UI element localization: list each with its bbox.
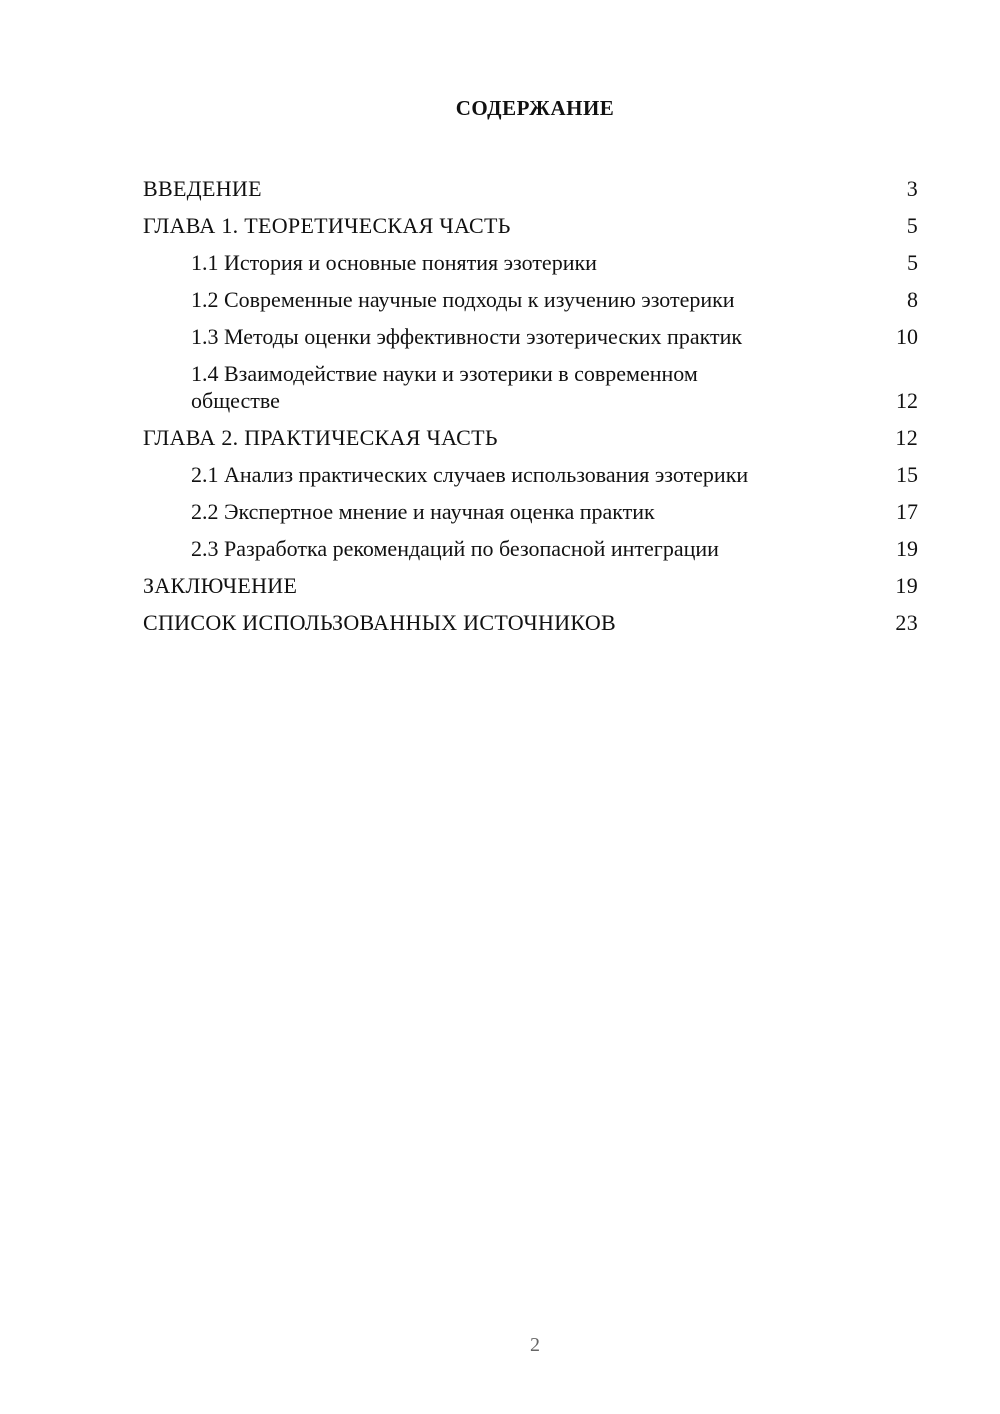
toc-entry-label: 2.1 Анализ практических случаев использования эзотерики <box>191 462 749 487</box>
toc-entry-page: 5 <box>907 250 918 275</box>
toc-entry-label: ЗАКЛЮЧЕНИЕ <box>143 573 298 598</box>
toc-entry-conclusion <box>143 567 918 604</box>
toc-entry-page: 17 <box>896 499 918 524</box>
toc-entry-page: 3 <box>906 176 918 201</box>
toc-entry-page: 8 <box>907 287 918 312</box>
toc-entry-label: 1.2 Современные научные подходы к изучению эзотерики <box>191 287 735 312</box>
toc-entry-label: 2.3 Разработка рекомендаций по безопасной интеграции <box>191 536 719 561</box>
toc-list <box>143 170 918 641</box>
toc-entry-chapter-2 <box>143 419 918 456</box>
toc-entry-label: 2.2 Экспертное мнение и научная оценка практик <box>191 499 655 524</box>
toc-entry-chapter-1 <box>143 207 918 244</box>
toc-entry-page: 5 <box>906 213 918 238</box>
toc-entry-section-2-2 <box>143 493 918 530</box>
toc-title: СОДЕРЖАНИЕ <box>455 96 615 120</box>
page-number: 2 <box>530 1334 540 1356</box>
toc-entry-page: 10 <box>896 324 918 349</box>
toc-entry-label: 1.3 Методы оценки эффективности эзотерических практик <box>191 324 743 349</box>
toc-entry-page: 23 <box>895 610 918 635</box>
toc-entry-section-2-1 <box>143 456 918 493</box>
toc-entry-label: СПИСОК ИСПОЛЬЗОВАННЫХ ИСТОЧНИКОВ <box>143 610 616 635</box>
toc-entry-page: 12 <box>896 388 918 413</box>
toc-entry-section-1-2 <box>143 281 918 318</box>
toc-entry-page: 15 <box>896 462 918 487</box>
toc-entry-label: 1.4 Взаимодействие науки и эзотерики в современном обществе <box>191 361 698 413</box>
toc-entry-label: ГЛАВА 2. ПРАКТИЧЕСКАЯ ЧАСТЬ <box>143 425 498 450</box>
toc-entry-label: ВВЕДЕНИЕ <box>143 176 262 201</box>
toc-entry-section-1-1 <box>143 244 918 281</box>
toc-entry-label: ГЛАВА 1. ТЕОРЕТИЧЕСКАЯ ЧАСТЬ <box>143 213 511 238</box>
toc-entry-section-1-4 <box>143 355 918 419</box>
toc-entry-section-1-3 <box>143 318 918 355</box>
toc-entry-introduction <box>143 170 918 207</box>
toc-entry-page: 19 <box>896 536 918 561</box>
toc-entry-page: 12 <box>895 425 918 450</box>
toc-entry-section-2-3 <box>143 530 918 567</box>
toc-entry-label: 1.1 История и основные понятия эзотерики <box>191 250 597 275</box>
toc-entry-references <box>143 604 918 641</box>
toc-entry-page: 19 <box>895 573 918 598</box>
